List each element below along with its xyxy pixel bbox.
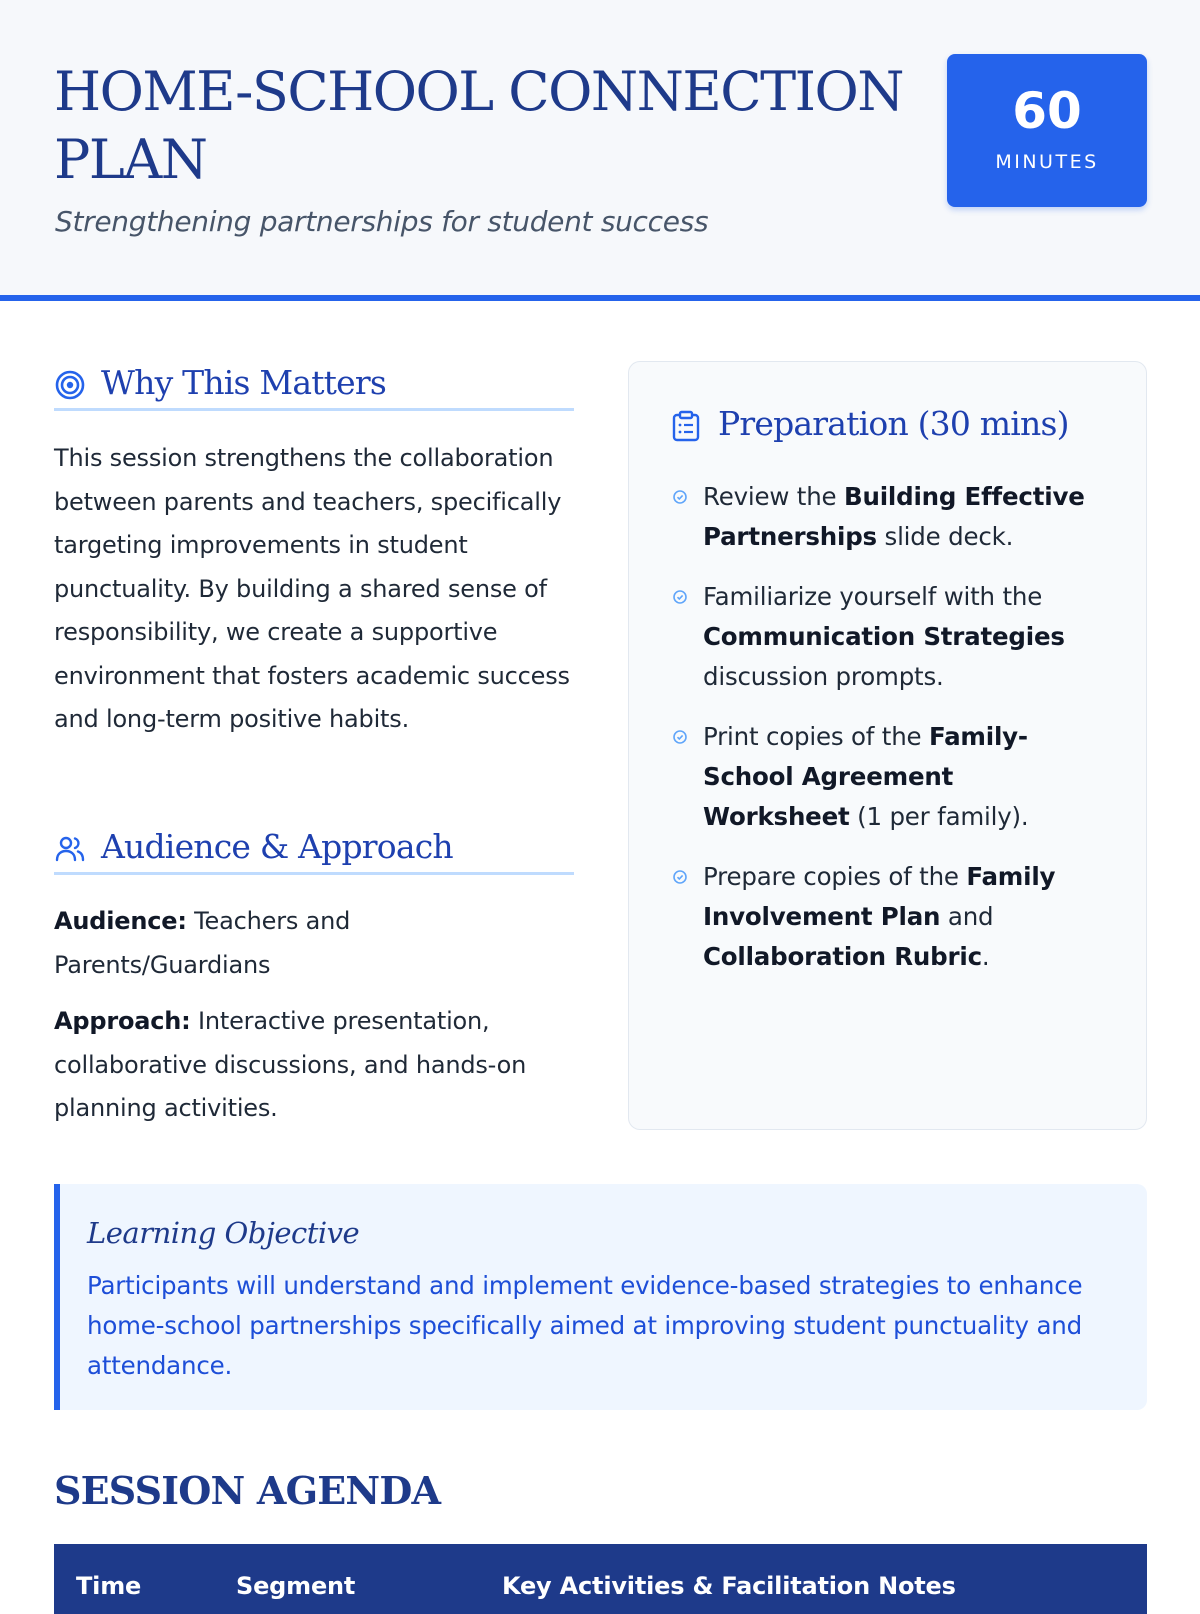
audience-value: Teachers and Parents/Guardians: [54, 907, 351, 979]
learning-objective-callout: [54, 1184, 1147, 1410]
approach-line: [54, 1000, 579, 1131]
column-header-time: Time: [76, 1572, 142, 1600]
approach-value: Interactive presentation, collaborative discussions, and hands-on planning activities.: [54, 1007, 527, 1122]
prep-resource: Family-School Agreement Worksheet: [703, 722, 1028, 831]
prep-resource: Communication Strategies: [703, 622, 1065, 651]
check-circle-icon: [672, 489, 688, 505]
prep-text: .: [981, 942, 990, 971]
prep-text: Prepare copies of the: [703, 862, 967, 891]
prep-resource: Collaboration Rubric: [703, 942, 982, 971]
prep-item: [667, 857, 1107, 977]
check-circle-icon: [672, 729, 688, 745]
prep-item: [667, 577, 1107, 697]
objective-text: Participants will understand and implement evidence-based strategies to enhance home-school partnerships specifically aimed at improving student punctuality and attendance.: [87, 1271, 1083, 1380]
duration-badge: [947, 54, 1147, 207]
page-header: [0, 0, 1200, 301]
why-body: This session strengthens the collaboration between parents and teachers, specifically targeting improvements in student punctuality. By building a shared sense of responsibility, we create a supportive environment that fosters academic success and long-term positive habits.: [54, 444, 570, 733]
audience-line: [54, 900, 454, 987]
why-heading: Why This Matters: [101, 363, 386, 402]
prep-text: and: [940, 902, 994, 931]
preparation-list: [667, 477, 1107, 997]
prep-resource: Building Effective Partnerships: [703, 482, 1085, 551]
prep-item: [667, 477, 1107, 557]
check-circle-icon: [672, 589, 688, 605]
prep-text: Review the: [703, 482, 844, 511]
duration-value: 60: [1012, 82, 1082, 140]
users-icon: [54, 833, 86, 865]
duration-unit: MINUTES: [995, 151, 1099, 173]
check-circle-icon: [672, 869, 688, 885]
audience-label: Audience:: [54, 907, 187, 935]
prep-text: slide deck.: [876, 522, 1014, 551]
agenda-title: SESSION AGENDA: [54, 1468, 441, 1513]
prep-text: Print copies of the: [703, 722, 929, 751]
approach-label: Approach:: [54, 1007, 191, 1035]
prep-text: discussion prompts.: [703, 662, 944, 691]
why-section-heading: [54, 361, 574, 411]
prep-item: [667, 717, 1107, 837]
clipboard-icon: [671, 410, 701, 442]
preparation-card: [628, 361, 1147, 1130]
audience-section-heading: [54, 825, 574, 875]
page-title: HOME-SCHOOL CONNECTION PLAN: [54, 60, 903, 191]
prep-text: Familiarize yourself with the: [703, 582, 1043, 611]
column-header-activities: Key Activities & Facilitation Notes: [502, 1572, 956, 1600]
audience-heading: Audience & Approach: [101, 827, 453, 866]
objective-title: Learning Objective: [87, 1216, 360, 1250]
column-header-segment: Segment: [236, 1572, 356, 1600]
target-icon: [54, 369, 86, 401]
prep-text: (1 per family).: [849, 802, 1029, 831]
preparation-heading: Preparation (30 mins): [718, 404, 1069, 443]
prep-resource: Family Involvement Plan: [703, 862, 1056, 931]
agenda-table-header: [54, 1544, 1147, 1614]
page-subtitle: Strengthening partnerships for student success: [55, 205, 709, 238]
